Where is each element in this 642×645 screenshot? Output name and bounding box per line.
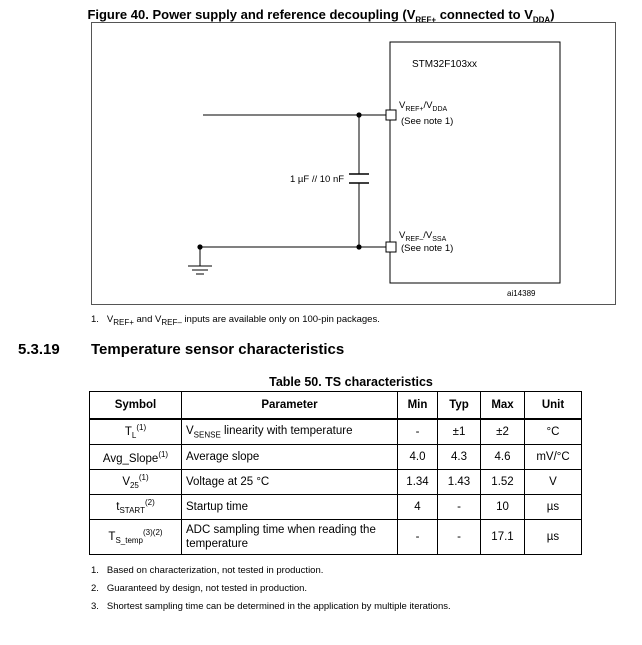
cell-typ: 4.3 bbox=[438, 445, 481, 470]
cell-typ: ±1 bbox=[438, 419, 481, 445]
cell-min: 4.0 bbox=[398, 445, 438, 470]
cell-typ: - bbox=[438, 520, 481, 555]
figure-ref-id: ai14389 bbox=[507, 289, 536, 298]
table-note-3: 3. Shortest sampling time can be determined in the application by multiple iterations. bbox=[91, 601, 451, 612]
table-note-2: 2. Guaranteed by design, not tested in production. bbox=[91, 583, 308, 594]
ts-characteristics-table bbox=[89, 391, 582, 555]
cell-unit: µs bbox=[525, 520, 582, 555]
cell-symbol: $V_{25}^{(1)}$ bbox=[90, 470, 182, 495]
junction-dot-bottom-right bbox=[356, 244, 361, 249]
header-parameter: Parameter bbox=[182, 392, 398, 420]
cell-parameter: Average slope bbox=[182, 445, 398, 470]
pin-top-note: (See note 1) bbox=[401, 116, 454, 127]
cell-min: - bbox=[398, 520, 438, 555]
cell-typ: 1.43 bbox=[438, 470, 481, 495]
table-row bbox=[90, 495, 582, 520]
table-header-row bbox=[90, 392, 582, 420]
decoupling-schematic bbox=[0, 0, 642, 320]
figure-title: Figure 40. Power supply and reference decoupling ($V_{REF+}$ connected to $V_{DDA}$) bbox=[87, 7, 555, 25]
pin-top-label: $V_{REF+}/V_{DDA}$ bbox=[399, 100, 448, 113]
cell-max: 10 bbox=[481, 495, 525, 520]
cell-symbol: $T_L^{(1)}$ bbox=[90, 419, 182, 445]
header-unit: Unit bbox=[525, 392, 582, 420]
cell-symbol: $t_{START}^{(2)}$ bbox=[90, 495, 182, 520]
cell-max: ±2 bbox=[481, 419, 525, 445]
section-title: Temperature sensor characteristics bbox=[91, 341, 345, 358]
header-min: Min bbox=[398, 392, 438, 420]
cell-parameter: $V_{SENSE}$ linearity with temperature bbox=[182, 419, 398, 445]
pin-bottom-note: (See note 1) bbox=[401, 243, 454, 254]
cell-parameter: ADC sampling time when reading the temperature bbox=[182, 520, 398, 555]
table-row bbox=[90, 520, 582, 555]
chip-label: STM32F103xx bbox=[412, 59, 478, 70]
cell-typ: - bbox=[438, 495, 481, 520]
table-row bbox=[90, 470, 582, 495]
capacitor-label: 1 µF // 10 nF bbox=[290, 174, 345, 185]
cell-max: 1.52 bbox=[481, 470, 525, 495]
table-row bbox=[90, 419, 582, 445]
cell-unit: V bbox=[525, 470, 582, 495]
cell-symbol: $T_{S\_temp}^{(3)(2)}$ bbox=[90, 520, 182, 555]
cell-max: 17.1 bbox=[481, 520, 525, 555]
cell-min: 4 bbox=[398, 495, 438, 520]
cell-parameter: Voltage at 25 °C bbox=[182, 470, 398, 495]
table-note-1: 1. Based on characterization, not tested in production. bbox=[91, 565, 324, 576]
pin-vref-minus bbox=[386, 242, 396, 252]
header-max: Max bbox=[481, 392, 525, 420]
figure-note: 1. $V_{REF+}$ and $V_{REF-}$ inputs are available only on 100-pin packages. bbox=[91, 314, 380, 327]
pin-vref-plus bbox=[386, 110, 396, 120]
cell-min: - bbox=[398, 419, 438, 445]
table-title: Table 50. TS characteristics bbox=[269, 375, 433, 389]
cell-parameter: Startup time bbox=[182, 495, 398, 520]
junction-dot-top bbox=[356, 112, 361, 117]
cell-unit: mV/°C bbox=[525, 445, 582, 470]
pin-bottom-label: $V_{REF-}/V_{SSA}$ bbox=[399, 230, 447, 243]
header-typ: Typ bbox=[438, 392, 481, 420]
cell-unit: µs bbox=[525, 495, 582, 520]
table-row bbox=[90, 445, 582, 470]
header-symbol: Symbol bbox=[90, 392, 182, 420]
cell-max: 4.6 bbox=[481, 445, 525, 470]
section-number: 5.3.19 bbox=[18, 341, 60, 358]
cell-symbol: Avg_Slope$^{(1)}$ bbox=[90, 445, 182, 470]
cell-unit: °C bbox=[525, 419, 582, 445]
cell-min: 1.34 bbox=[398, 470, 438, 495]
